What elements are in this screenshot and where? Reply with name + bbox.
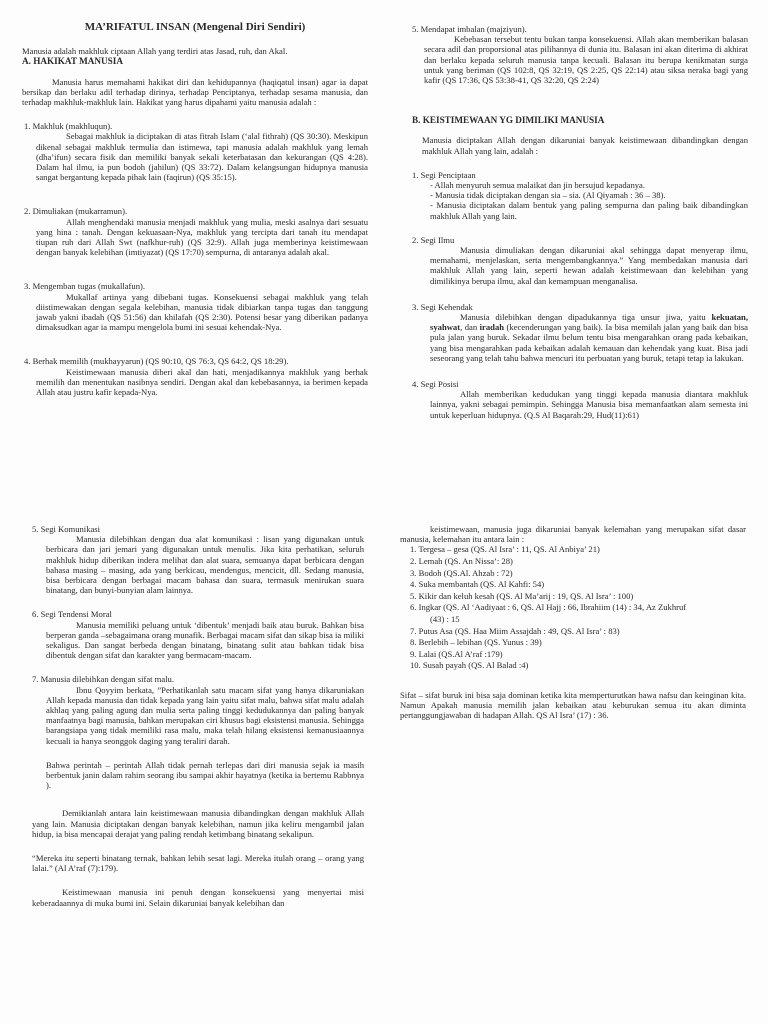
list-item: 10. Susah payah (QS. Al Balad :4)	[410, 660, 529, 671]
body-paragraph: Demikianlah antara lain keistimewaan manusia dibandingkan dengan makhluk Allah yang lain. Manusia diciptakan dengan banyak kelebihan, namun jika keliru mengambil jalan hidup, ia bisa mencapai derajat yang paling rendah ketimbang binatang sekalipun.	[32, 808, 364, 839]
segi-label: 4. Segi Posisi	[412, 379, 459, 390]
segi-label: 1. Segi Penciptaan	[412, 169, 476, 180]
kelemahan-list	[400, 544, 746, 672]
segi-penciptaan	[412, 170, 748, 221]
segi-line: - Allah menyuruh semua malaikat dan jin bersujud kepadanya.	[430, 180, 646, 191]
document-title: MA’RIFATUL INSAN (Mengenal Diri Sendiri)	[84, 21, 306, 33]
hakikat-item-label: 3. Mengemban tugas (mukallafun).	[24, 281, 145, 292]
quote-paragraph: “Mereka itu seperti binatang ternak, bahkan lebih sesat lagi. Mereka itulah orang – orang yang lalai.” (Al A’raf (7):179).	[32, 853, 364, 874]
segi-label: 5. Segi Komunikasi	[32, 524, 101, 534]
hakikat-item-label: 5. Mendapat imbalan (majziyun).	[412, 24, 527, 34]
sifat-malu	[32, 674, 364, 745]
segi-line: - Manusia tidak diciptakan dengan sia – sia. (Al Qiyamah : 36 – 38).	[430, 190, 666, 201]
segi-body: Manusia dimuliakan dengan dikaruniai akal sehingga dapat menyerap ilmu, memahami, menjelaskan, serta mengembangkannya.” Yang membedakan manusia dari makhluk Allah yang lain, seperti hewan adalah keistimewaan dan kelebihan yang dimilikinya berupa ilmu, akal dan kemampuan menganalisa.	[430, 245, 748, 286]
segi-line: - Manusia diciptakan dalam bentuk yang paling sempurna dan paling baik dibandingkan makhluk Allah yang lain.	[430, 200, 748, 221]
column-top-left	[22, 22, 368, 397]
segi-body: Ibnu Qoyyim berkata, ”Perhatikanlah satu macam sifat yang hanya dikaruniakan Allah kepada manusia dan tidak kepada yang lain yaitu sifat malu, bahwa sifat malu adalah akhlaq yang paling agung dan mulia serta paling tinggi kedudukannya dan paling banyak manfaatnya bagi manusia, bahkan merupakan ciri khusus bagi eksistensi manusia. Sehingga barangsiapa yang tidak memiliki rasa malu, maka telah hilang eksistensi kemanusiaannya kecuali ia hanya seonggok daging yang teraliri darah.	[46, 684, 364, 746]
list-item: 9. Lalai (QS.Al A’raf :179)	[410, 648, 503, 659]
section-a-heading: A. HAKIKAT MANUSIA	[22, 56, 123, 67]
intro-text: Manusia adalah makhluk ciptaan Allah yang terdiri atas Jasad, ruh, dan Akal.	[22, 46, 288, 57]
list-item-continuation: (43) : 15	[430, 613, 460, 624]
segi-tendensi-moral	[32, 609, 364, 660]
list-item: 5. Kikir dan keluh kesah (QS. Al Ma’arij : 19, QS. Al Isra’ : 100)	[410, 590, 634, 601]
segi-posisi	[412, 379, 748, 420]
hakikat-item-3	[22, 281, 368, 332]
closing-paragraph: Sifat – sifat buruk ini bisa saja dominan ketika kita memperturutkan hawa nafsu dan keinginan kita. Namun Apakah manusia memilih jalan kebaikan atau keburukan semua itu akan diminta pertanggungjawaban di hadapan Allah. QS Al Isra’ (17) : 36.	[400, 689, 746, 721]
hakikat-item-5	[412, 24, 748, 85]
list-item: 2. Lemah (QS. An Nissa’: 28)	[410, 556, 513, 566]
bold-term: iradah	[479, 322, 505, 333]
hakikat-item-2	[22, 206, 368, 257]
kelemahan-lead: keistimewaan, manusia juga dikaruniai banyak kelemahan yang merupakan sifat dasar manusia, kelemahan itu antara lain :	[400, 524, 746, 545]
list-item: 4. Suka membantah (QS. Al Kahfi: 54)	[410, 579, 545, 590]
hakikat-item-4	[22, 356, 368, 397]
hakikat-item-body: Mukallaf artinya yang dibebani tugas. Konsekuensi sebagai makhluk yang telah diistimewakan dengan segala kelebihan, manusia tidak dibiarkan tanpa tugas dan tanggung jawab yakni ibadah (QS 51:56) dan khilafah (QS 2:30). Potensi besar yang diberikan padanya dimaksudkan agar ia mampu mengelola bumi ini sesuai kehendak-Nya.	[36, 291, 368, 333]
column-bottom-left	[32, 524, 364, 908]
column-top-right	[412, 24, 748, 420]
list-item: 1. Tergesa – gesa (QS. Al Isra’ : 11, QS. Al Anbiya’ 21)	[410, 544, 600, 555]
section-b-paragraph: Manusia diciptakan Allah dengan dikaruniai banyak keistimewaan dibandingkan dengan makhluk Allah yang lain, adalah :	[422, 135, 748, 156]
list-item: 7. Putus Asa (QS. Haa Miim Assajdah : 49, QS. Al Isra’ : 83)	[410, 625, 620, 636]
segi-ilmu	[412, 235, 748, 286]
segi-komunikasi	[32, 524, 364, 595]
list-item: 8. Berlebih – lebihan (QS. Yunus : 39)	[410, 637, 542, 648]
list-item: 6. Ingkar (QS. Al ‘Aadiyaat : 6, QS. Al Hajj : 66, Ibrahiim (14) : 34, Az Zukhruf	[410, 602, 687, 613]
segi-label: 2. Segi Ilmu	[412, 234, 455, 245]
segi-label: 6. Segi Tendensi Moral	[32, 609, 112, 620]
body-paragraph: Bahwa perintah – perintah Allah tidak pernah terlepas dari diri manusia sejak ia masih berbentuk janin dalam rahim seorang ibu sampai akhir hayatnya (ketika ia bertemu Rabbnya ).	[46, 759, 364, 791]
hakikat-item-label: 4. Berhak memilih (mukhayyarun) (QS 90:10, QS 76:3, QS 64:2, QS 18:29).	[24, 356, 289, 367]
segi-body: Manusia memiliki peluang untuk ‘dibentuk’ menjadi baik atau buruk. Bahkan bisa berperan ganda –sebagaimana orang munafik. Berbagai macam sifat dan sikap bisa ia miliki sekaligus. Dan sangat berbeda dengan binatang, binatang sulit atau bahkan tidak bisa dibentuk dengan sifat dan karakter yang bermacam-macam.	[46, 619, 364, 661]
hakikat-item-body: Allah menghendaki manusia menjadi makhluk yang mulia, meski asalnya dari sesuatu yang hina : tanah. Dengan kekuasaan-Nya, makhluk yang tercipta dari tanah itu mendapat tiupan ruh dari Allah Swt (nafkhur-ruh) (QS 32:9). Allah juga memberinya keistimewaan dengan banyak kelebihan (imtiyazat) (QS 17:70) sempurna, di antaranya adalah akal.	[36, 216, 368, 258]
segi-kehendak	[412, 302, 748, 363]
hakikat-item-body: Sebagai makhluk ia diciptakan di atas fitrah Islam (‘alal fithrah) (QS 30:30). Meskipun dikenal sebagai makhluk termulia dan istimewa, tapi manusia adalah makhluk yang lemah (dha’ifun) secara fisik dan memiliki banyak sekali keterbatasan dan kekurangan (QS 4:28). Dalam hal ilmu, ia pun bodoh (jahilun) (QS 33:72). Dalam kelangsungan hidupnya manusia sangat bergantung kepada pihak lain (faqirun) (QS 35:15).	[36, 131, 368, 183]
hakikat-item-body: Keistimewaan manusia diberi akal dan hati, menjadikannya makhluk yang berhak memilih dan menentukan nasibnya sendiri. Dengan akal dan kebebasannya, ia berimen kepada Allah atau justru kafir kepada-Nya.	[36, 366, 368, 398]
section-b-heading: B. KEISTIMEWAAN YG DIMILIKI MANUSIA	[412, 115, 605, 126]
segi-label: 7. Manusia dilebihkan dengan sifat malu.	[32, 674, 175, 685]
hakikat-item-label: 1. Makhluk (makhluqun).	[24, 121, 113, 132]
list-item: 3. Bodoh (QS.Al. Ahzab : 72)	[410, 567, 513, 578]
hakikat-item-body: Kebebasan tersebut tentu bukan tanpa konsekuensi. Allah akan memberikan balasan secara adil dan proporsional atas pilihannya di dunia itu. Balasan ini akan diterima di akhirat dan berlaku kepada seluruh manusia tanpa kecuali. Balasan itu berupa kenikmatan surga untuk yang beriman (QS 102:8, QS 32:19, QS 2:25, QS 22:14) atau siksa neraka bagi yang kafir (QS 17:36, QS 53:38-41, QS 32:20, QS 2:24)	[424, 34, 748, 86]
hakikat-item-label: 2. Dimuliakan (mukarramun).	[24, 206, 128, 217]
segi-body: Manusia dilebihkan dengan dipadukannya tiga unsur jiwa, yaitu kekuatan, syahwat, dan iradah (kecenderungan yang baik). Ia bisa memilah jalan yang baik dan bisa pula jalan yang buruk. Sekadar ilmu belum tentu bisa mengarahkan orang pada kebaikan, yang bisa mengarahkan pada kebaikan adalah kemauan dan kehendak yang kuat. Bisa jadi seseorang yang telah tahu bahwa mencuri itu perbuatan yang buruk, tetapi tetap ia lakukan.	[430, 312, 748, 363]
segi-body: Manusia dilebihkan dengan dua alat komunikasi : lisan yang digunakan untuk berbicara dan jari jemari yang digunakan untuk menulis. Jika kita perhatikan, seluruh makhluk hidup diberikan indera melihat dan alat suara, semuanya dapat berbicara dengan bahasa masing – masing, ada yang berkicau, mendengus, mencicit, dll. Sedang manusia, bisa berbicara dengan berbagai macam bahasa dan suara, termasuk menirukan suara binatang, dan bunyi-bunyian alam lainnya.	[46, 534, 364, 596]
segi-body: Allah memberikan kedudukan yang tinggi kepada manusia diantara makhluk lainnya, yakni sebagai pemimpin. Sehingga Manusia bisa memanfaatkan alam semesta ini untuk keperluan hidupnya. (Q.S Al Baqarah:29, Hud(11):61)	[430, 389, 748, 420]
hakikat-item-1	[22, 121, 368, 182]
segi-label: 3. Segi Kehendak	[412, 301, 473, 312]
column-bottom-right	[400, 524, 746, 721]
bold-term: kekuatan, syahwat	[430, 312, 748, 333]
section-a-paragraph: Manusia harus memahami hakikat diri dan kehidupannya (haqiqatul insan) agar ia dapat bersikap dan berlaku adil terhadap dirinya, terhadap Penciptanya, terhadap sesama manusia, dan terhadap makhluk-makhluk lain. Hakikat yang harus dipahami yaitu manusia adalah :	[22, 76, 368, 108]
body-paragraph: Keistimewaan manusia ini penuh dengan konsekuensi yang menyertai misi keberadaannya di muka bumi ini. Selain dikaruniai banyak kelebihan dan	[32, 887, 364, 908]
